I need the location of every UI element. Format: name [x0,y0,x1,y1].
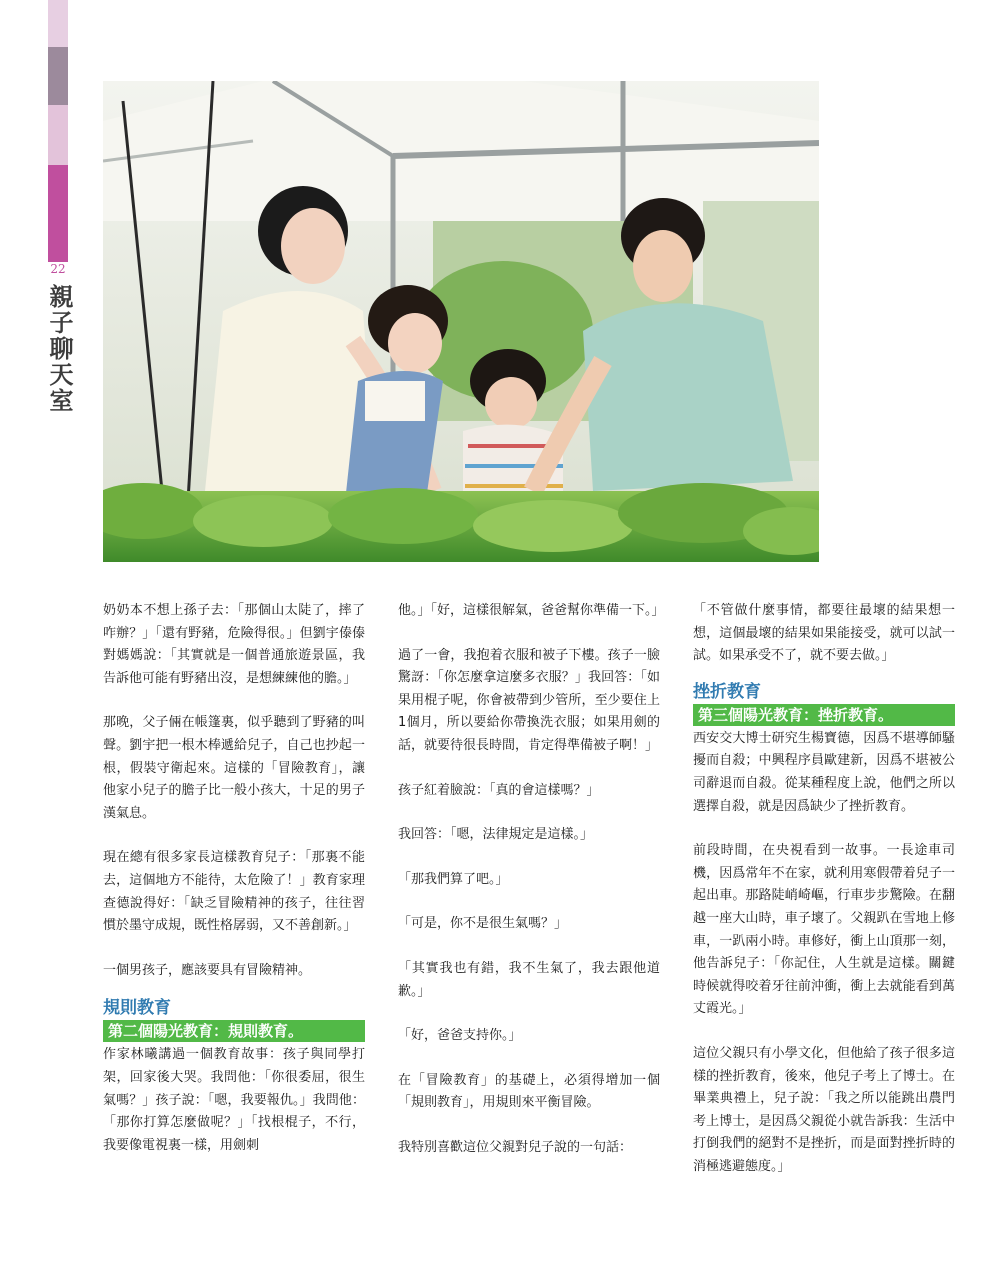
paragraph: 作家林曦講過一個教育故事：孩子與同學打架，回家後大哭。我問他：「你很委屈，很生氣嗎？」孩子說：「嗯，我要報仇。」我問他：「那你打算怎麼做呢？」「找根棍子，不行，我要像電視裏一樣，用劍刺 [103,1047,365,1153]
paragraph: 前段時間，在央視看到一故事。一長途車司機，因爲常年不在家，就利用寒假帶着兒子一起出車。那路陡峭崎嶇，行車步步驚險。在翻越一座大山時，車子壞了。父親趴在雪地上修車，一趴兩小時。車修好，衝上山頂那一刻，他告訴兒子：「你記住，人生就是這樣。關鍵時候就得咬着牙往前沖衝，衝上去就能看到萬丈霞光。」 [693,843,955,1017]
paragraph: 過了一會，我抱着衣服和被子下樓。孩子一臉驚訝：「你怎麼拿這麼多衣服？」我回答：「如果用棍子呢，你會被帶到少管所，至少要住上1個月，所以要給你帶換洗衣服；如果用劍的話，就要待很長時間，肯定得準備被子啊！」 [398,647,660,753]
page-number: 22 [50,262,66,276]
sidebar-tab-pink [48,105,68,165]
text-column-3 [693,600,955,1178]
sidebar-tab-light [48,0,68,47]
paragraph: 「不管做什麼事情，都要往最壞的結果想一想，這個最壞的結果如果能接受，就可以試一試。如果承受不了，就不要去做。」 [693,603,955,664]
paragraph: 「其實我也有錯，我不生氣了，我去跟他道歉。」 [398,960,660,999]
paragraph: 「那我們算了吧。」 [398,871,509,887]
paragraph: 孩子紅着臉說：「真的會這樣嗎？」 [398,782,600,798]
paragraph: 那晚，父子倆在帳篷裏，似乎聽到了野豬的叫聲。劉宇把一根木棒遞給兒子，自己也抄起一根，假裝守衛起來。這樣的「冒險教育」，讓他家小兒子的膽子比一般小孩大，十足的男子漢氣息。 [103,715,365,821]
sidebar-tab-gray [48,47,68,105]
section-heading: 規則教育 [103,998,171,1019]
text-column-1 [103,600,365,1157]
paragraph: 現在總有很多家長這樣教育兒子：「那裏不能去，這個地方不能待，太危險了！」教育家理查德說得好：「缺乏冒險精神的孩子，往往習慣於墨守成規，既性格孱弱，又不善創新。」 [103,850,365,934]
paragraph: 我特別喜歡這位父親對兒子說的一句話： [398,1139,633,1155]
section-title: 親子聊天室 [45,284,74,414]
paragraph: 「可是，你不是很生氣嗎？」 [398,916,568,932]
section-heading: 挫折教育 [693,681,761,702]
paragraph: 「好，爸爸支持你。」 [398,1028,522,1044]
family-greenhouse-photo [103,81,819,562]
paragraph: 我回答：「嗯，法律規定是這樣。」 [398,827,594,843]
paragraph: 奶奶本不想上孫子去：「那個山太陡了，摔了咋辦？」「還有野豬，危險得很。」但劉宇傣傣對媽媽說：「其實就是一個普通旅遊景區，我告訴他可能有野豬出沒，是想練練他的膽。」 [103,603,365,686]
paragraph: 這位父親只有小學文化，但他給了孩子很多這樣的挫折教育，後來，他兒子考上了博士。在畢業典禮上，兒子說：「我之所以能跳出農門考上博士，是因爲父親從小就告訴我：生活中打倒我們的絕對不是挫折，而是面對挫折時的消極逃避態度。」 [693,1045,955,1174]
text-column-2 [398,600,665,1160]
paragraph: 一個男孩子，應該要具有冒險精神。 [103,962,312,978]
paragraph: 在「冒險教育」的基礎上，必須得增加一個「規則教育」，用規則來平衡冒險。 [398,1072,660,1111]
sidebar-tab-magenta [48,165,68,262]
paragraph: 他。」「好，這樣很解氣，爸爸幫你準備一下。」 [398,603,665,618]
section-banner: 第二個陽光教育：規則教育。 [103,1020,365,1042]
section-banner: 第三個陽光教育：挫折教育。 [693,704,955,726]
paragraph: 西安交大博士研究生楊寶德，因爲不堪導師騷擾而自殺；中興程序員歐建新，因爲不堪被公司辭退而自殺。從某種程度上說，他們之所以選擇自殺，就是因爲缺少了挫折教育。 [693,730,955,814]
